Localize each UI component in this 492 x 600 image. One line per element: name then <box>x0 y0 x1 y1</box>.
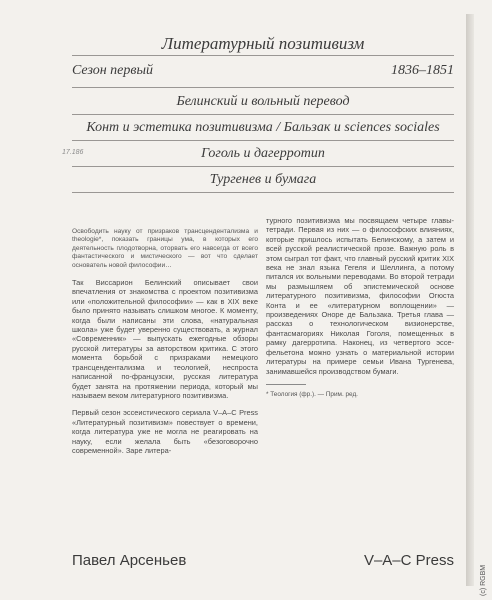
author-name: Павел Арсеньев <box>72 552 187 569</box>
watermark-text: (c) RGBM <box>480 564 487 596</box>
season-row <box>72 63 454 85</box>
left-column <box>72 228 258 463</box>
watermark <box>478 540 490 600</box>
chapter-title-2: Конт и эстетика позитивизма / Бальзак и sciences sociales <box>86 120 440 135</box>
title-rule-chapter-2 <box>72 140 454 141</box>
body-paragraph: турного позитивизма мы посвящаем четыре главы-тетради. Первая из них — о философских влияниях, которые пришлось испытать Белинскому, а затем и всей русской реалистической прозе. Важную роль в этом сыграл тот факт, что главный русский критик XIX века не знал языка Гегеля и Шеллинга, а потому питался их вольными переводами. Во второй тетради мы размышляем об эпистемической основе литературного позитивизма, философии Огюста Конта и ее «литературном воплощении» — произведениях Оноре де Бальзака. Третья глава — рассказ о технологическом визионерстве, фантасмагориях Николая Гоголя, помещенных в рамку дагерротипа. Наконец, из четвертого эссе-фельетона можно узнать о материальной истории литературы на примере семьи Ивана Тургенева, занимавшейся производством бумаги. <box>266 216 454 376</box>
pencil-mark: 17.186 <box>62 149 84 156</box>
intro-paragraph-2: Первый сезон эссеистического сериала V–A–C Press «Литературный позитивизм» повествует о времени, когда литература уже не могла не реагировать на науку, если желала быть «безоговорочно современной». Заре литера- <box>72 408 258 455</box>
title-rule-chapter-1 <box>72 114 454 115</box>
book-spine-edge <box>466 14 474 586</box>
title-rule-top <box>72 55 454 56</box>
publisher-name: V–A–C Press <box>363 552 454 569</box>
season-years: 1836–1851 <box>391 63 454 78</box>
right-column <box>266 216 454 399</box>
epigraph: Освободить науку от призраков трансцендентализма и theologie*, показать границы ума, в которых его деятельность плодотворна, оторвать его навсегда от всего фантастического и мистического — вот что сделает основатель новой философии… <box>72 228 258 269</box>
title-rule-chapter-3 <box>72 166 454 167</box>
title-rule-chapter-4 <box>72 192 454 193</box>
chapter-title-4: Тургенев и бумага <box>209 172 317 187</box>
intro-paragraph-1: Так Виссарион Белинский описывает свои впечатления от знакомства с проектом позитивизма или «положительной философии» — как в XIX веке было принято называть слишком многое. К моменту, когда были написаны эти слова, «натуральная школа» уже будет уверенно существовать, а журнал «Современник» — выпускать ежегодные обзоры русской литературы за авторством критика. С этого момента борьбой с призраками немецкого трансцендентализма и теологией, неспроста написанной по-французски, русская литература будет занята на протяжении периода, который мы называем веком литературного позитивизма. <box>72 278 258 400</box>
footnote: * Теология (фр.). — Прим. ред. <box>266 390 358 398</box>
series-title: Литературный позитивизм <box>161 34 365 53</box>
season-label: Сезон первый <box>72 63 153 78</box>
chapter-title-3: Гоголь и дагерротип <box>201 146 325 161</box>
footnote-rule <box>266 384 306 385</box>
title-rule-season <box>72 87 454 88</box>
chapter-title-1: Белинский и вольный перевод <box>176 94 350 109</box>
